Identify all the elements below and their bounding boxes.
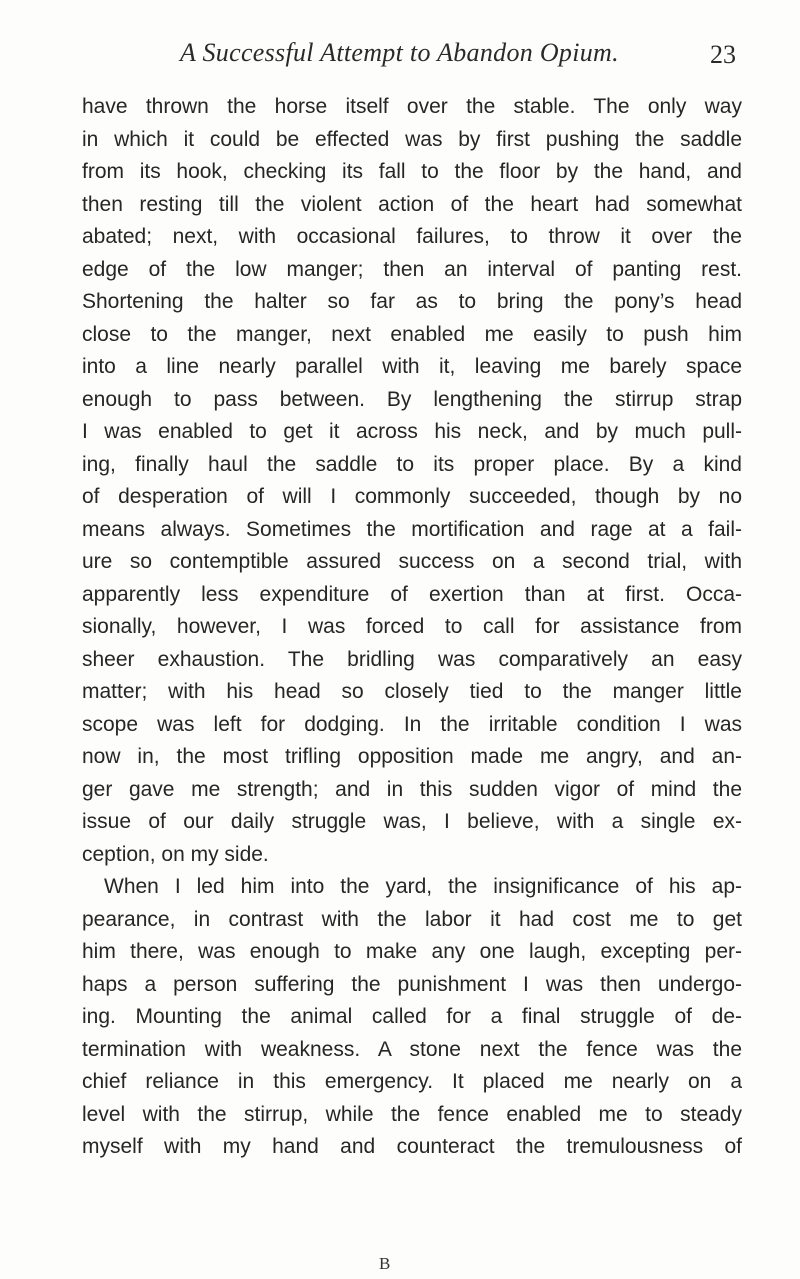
signature-mark: B	[379, 1254, 391, 1273]
text-line: matter; with his head so closely tied to the manger little	[82, 680, 742, 703]
text-line: then resting till the violent action of the heart had somewhat	[82, 192, 742, 216]
text-line: edge of the low manger; then an interval of panting rest.	[82, 257, 742, 281]
text-line: from its hook, checking its fall to the floor by the hand, and	[82, 160, 742, 183]
text-line: Shortening the halter so far as to bring the pony’s head	[82, 290, 742, 313]
running-head	[82, 38, 742, 74]
text-line: enough to pass between. By lengthening the stirrup strap	[82, 387, 742, 411]
text-line: termination with weakness. A stone next the fence was the	[82, 1037, 742, 1061]
text-line: in which it could be effected was by first pushing the saddle	[82, 127, 742, 151]
page-number: 23	[710, 40, 736, 69]
text-line: have thrown the horse itself over the stable. The only way	[82, 95, 742, 118]
text-line: abated; next, with occasional failures, to throw it over the	[82, 225, 742, 248]
text-line: apparently less expenditure of exertion than at first. Occa-	[82, 582, 742, 606]
text-line: ing, finally haul the saddle to its proper place. By a kind	[82, 452, 742, 476]
text-line: means always. Sometimes the mortification and rage at a fail-	[82, 517, 742, 541]
text-line: into a line nearly parallel with it, leaving me barely space	[82, 355, 742, 378]
text-line: I was enabled to get it across his neck, and by much pull-	[82, 420, 742, 443]
chapter-title: A Successful Attempt to Abandon Opium.	[180, 38, 619, 67]
text-line: pearance, in contrast with the labor it had cost me to get	[82, 907, 742, 931]
text-line: close to the manger, next enabled me easily to push him	[82, 322, 742, 346]
body-text	[82, 91, 742, 1164]
text-line: scope was left for dodging. In the irritable condition I was	[82, 712, 742, 736]
text-line: haps a person suffering the punishment I was then undergo-	[82, 972, 742, 996]
text-line: ger gave me strength; and in this sudden vigor of mind the	[82, 777, 742, 801]
text-line: ure so contemptible assured success on a second trial, with	[82, 550, 742, 573]
text-line: now in, the most trifling opposition made me angry, and an-	[82, 745, 742, 768]
paragraph-end-line: ception, on my side.	[82, 842, 269, 866]
paragraph-start-line: When I led him into the yard, the insignificance of his ap-	[104, 875, 742, 898]
text-line: of desperation of will I commonly succeeded, though by no	[82, 485, 742, 508]
text-line: sionally, however, I was forced to call for assistance from	[82, 615, 742, 638]
text-line: chief reliance in this emergency. It placed me nearly on a	[82, 1070, 742, 1093]
text-line: sheer exhaustion. The bridling was comparatively an easy	[82, 647, 742, 671]
text-line: issue of our daily struggle was, I believe, with a single ex-	[82, 810, 742, 833]
text-line: myself with my hand and counteract the tremulousness of	[82, 1135, 742, 1158]
text-line: him there, was enough to make any one laugh, excepting per-	[82, 940, 742, 963]
text-line: ing. Mounting the animal called for a final struggle of de-	[82, 1005, 742, 1028]
text-line: level with the stirrup, while the fence enabled me to steady	[82, 1102, 742, 1126]
